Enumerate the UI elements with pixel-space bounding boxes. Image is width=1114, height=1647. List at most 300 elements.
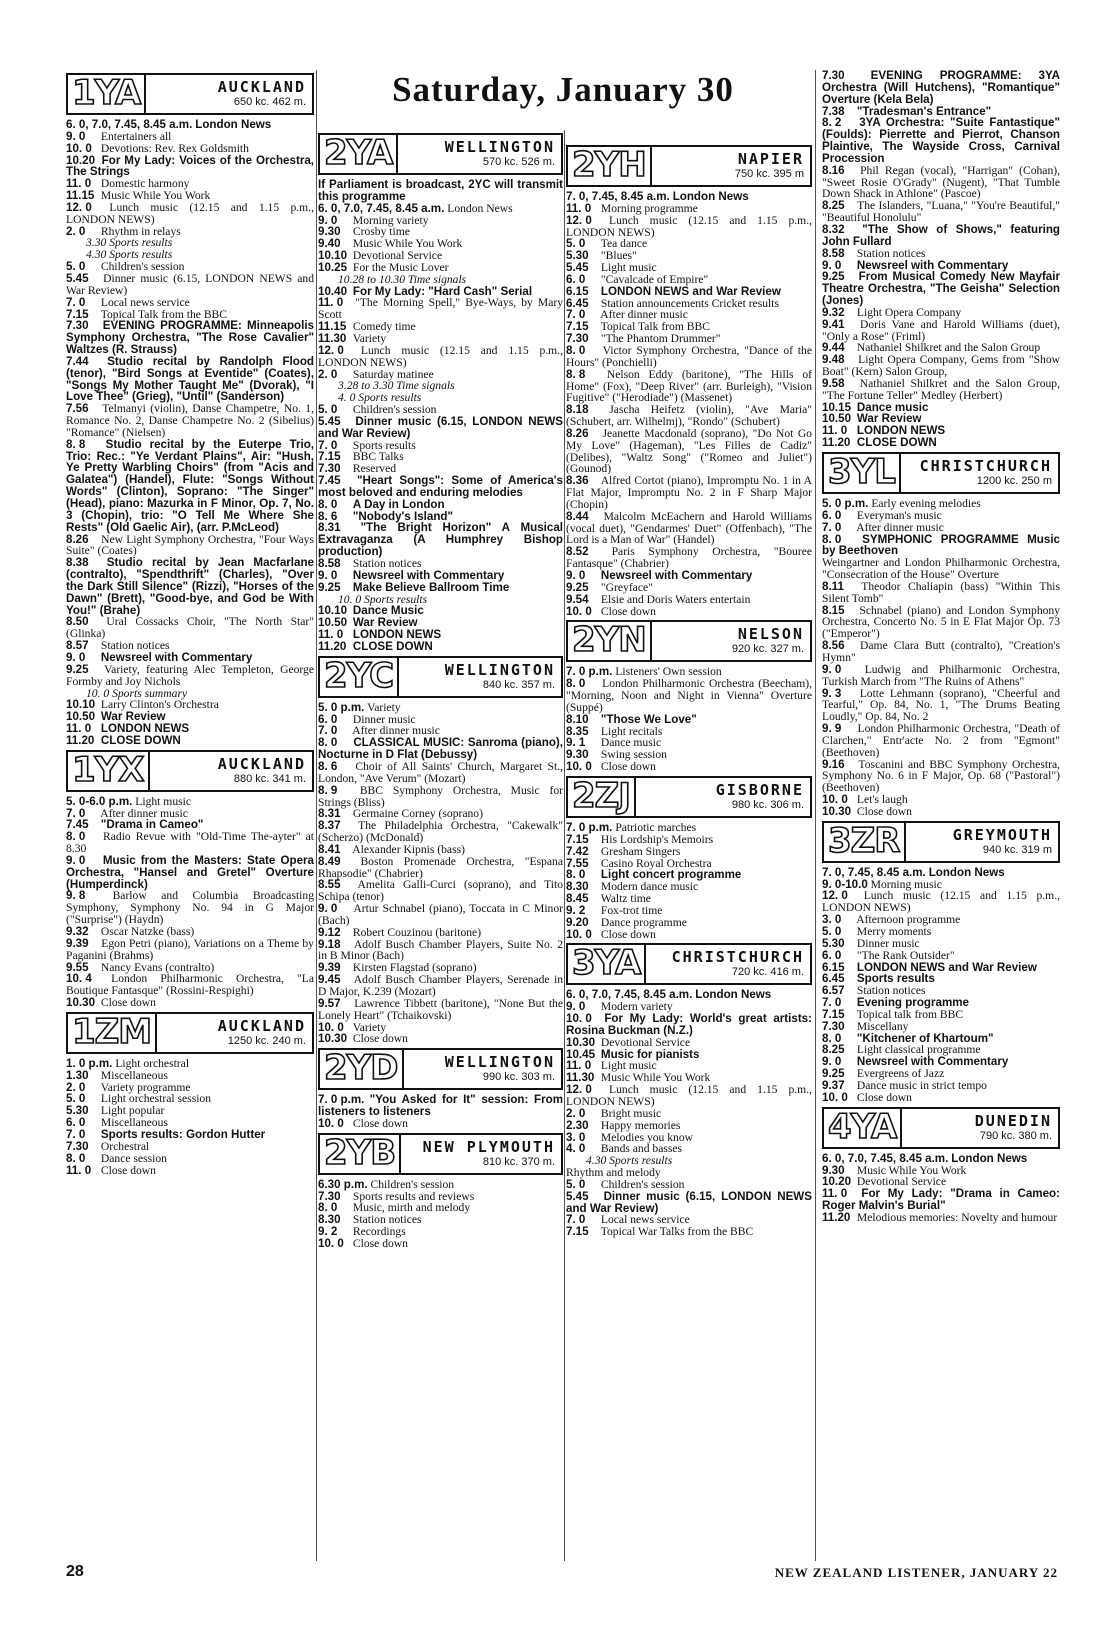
programme-text: Close down: [856, 1090, 912, 1104]
station-header: [566, 943, 812, 985]
programme-time: 7. 0, 7.45, 8.45 a.m.: [822, 865, 926, 879]
station-listing: [318, 1048, 563, 1130]
programme-time: 6. 0: [566, 272, 586, 286]
programme-text: "Heart Songs": Some of America's most beloved and enduring melodies: [318, 474, 563, 499]
station-info: [399, 658, 561, 696]
station-frequency: 880 kc. 341 m.: [233, 772, 306, 785]
station-listing: [822, 1107, 1060, 1224]
programme-time: 8.38: [66, 556, 89, 570]
programme-time: 5. 0-6.0 p.m.: [66, 794, 133, 808]
programme-text: Newsreel with Commentary: [856, 1055, 1009, 1069]
programme-time: 5.45: [66, 271, 89, 285]
programme-time: 6.57: [822, 984, 845, 998]
programme-time: 9.37: [822, 1078, 845, 1092]
station-header: [566, 776, 812, 818]
programme-time: 8. 0: [566, 343, 586, 357]
programme-time: 5. 0: [566, 237, 586, 251]
programme-text: Miscellaneous: [100, 1068, 168, 1082]
programme-text: Dinner music (6.15, LONDON NEWS and War Review): [66, 271, 314, 297]
programme-text: LONDON NEWS: [352, 628, 442, 642]
programme-item: [822, 271, 1060, 307]
programme-text: LONDON NEWS and War Review: [856, 960, 1037, 974]
programme-time: 9. 0: [318, 902, 338, 916]
programme-text: The Islanders, "Luana," "You're Beautiful," "Beautiful Honolulu": [822, 199, 1060, 225]
programme-time: 10.25: [318, 260, 348, 274]
programme-text: Variety: [352, 331, 387, 345]
programme-text: Nelson Eddy (baritone), "The Hills of Home" (Fox), "Deep River" (arr. Burleigh), "Vision Fugitive" ("Herodiade") (Massenet): [566, 367, 812, 405]
programme-item: [318, 1238, 563, 1250]
programme-item: [822, 224, 1060, 248]
column-4: [822, 70, 1060, 1227]
station-city: AUCKLAND: [217, 78, 306, 96]
programme-item: [822, 581, 1060, 605]
station-header: [66, 1012, 314, 1054]
programme-time: 8. 6: [318, 759, 338, 773]
programme-text: Afternoon programme: [856, 913, 961, 927]
programme-time: 8. 0: [318, 736, 338, 750]
programme-text: War Review: [856, 412, 922, 426]
programme-time: 6. 0, 7.0, 7.45, 8.45 a.m.: [822, 1151, 949, 1165]
programme-time: 8.30: [566, 880, 589, 894]
programme-text: Morning variety: [352, 213, 429, 227]
programme-text: Studio recital by Randolph Flood (tenor), "Bird Songs at Eventide" (Coates), "Songs My Mother Taught Me" (Dvorak), "I Love Thee" (Grieg), "Until" (Sanderson): [66, 354, 314, 404]
programme-text: Swing session: [600, 748, 667, 762]
programme-text: Robert Couzinou (baritone): [352, 925, 482, 939]
programme-text: Children's session: [352, 403, 437, 417]
programme-time: 9. 0: [822, 258, 842, 272]
programme-time: 7. 0: [66, 1127, 86, 1141]
station-frequency: 1200 kc. 250 m: [976, 475, 1052, 487]
programme-time: 7.42: [566, 844, 589, 858]
programme-item: [566, 1084, 812, 1108]
programme-time: 2. 0: [318, 367, 338, 381]
station-listing: [66, 750, 314, 1009]
programme-text: Music While You Work: [100, 189, 211, 203]
programme-text: Studio recital by Jean Macfarlane (contralto), "Spendthrift" (Charles), "Over the Dark Still Silence" (Rizzi), "Horses of the Dawn" (Brett), "Good-bye, and God be With You!" (Brahe): [66, 556, 314, 617]
station-listing: [66, 73, 314, 747]
programme-item: [318, 998, 563, 1022]
programme-text: Light classical programme: [856, 1043, 981, 1057]
programme-text: War Review: [352, 616, 418, 630]
programme-time: 9. 0: [318, 213, 338, 227]
programme-time: 8.36: [566, 474, 589, 488]
programme-text: For My Lady: World's great artists: Rosina Buckman (N.Z.): [566, 1012, 812, 1037]
programme-text: Crosby time: [352, 225, 410, 239]
programme-item: [566, 678, 812, 714]
programme-time: 10. 0: [318, 1236, 344, 1250]
page-title: Saturday, January 30: [392, 70, 734, 109]
programme-text: For My Lady: "Drama in Cameo: Roger Malvin's Burial": [822, 1187, 1061, 1213]
programme-time: 7. 0: [566, 308, 586, 322]
programme-text: Sports results: [856, 972, 935, 986]
programme-time: 8.37: [318, 819, 341, 833]
programme-item: [318, 1033, 563, 1045]
programme-item: [318, 1118, 563, 1130]
programme-text: Dame Clara Butt (contralto), "Creation's Hymn": [822, 639, 1060, 664]
column-2: [318, 130, 563, 1253]
programme-time: 2. 0: [66, 1080, 86, 1094]
station-city: GISBORNE: [715, 780, 804, 799]
programme-item: [66, 320, 314, 356]
programme-text: Alexander Kipnis (bass): [352, 842, 465, 856]
programme-time: 8. 6: [318, 509, 338, 523]
programme-time: 7.56: [66, 402, 89, 416]
station-header: [318, 656, 563, 698]
programme-text: Entertainers all: [100, 129, 172, 143]
programme-text: New Light Symphony Orchestra, "Four Ways Suite" (Coates): [66, 532, 314, 558]
programme-time: 11. 0: [822, 424, 848, 438]
programme-text: Patriotic marches: [615, 820, 697, 834]
programme-text: Elsie and Doris Waters entertain: [600, 592, 751, 606]
programme-text: Station notices: [856, 984, 926, 998]
station-call-sign: 1YA: [68, 75, 146, 113]
programme-text: Orchestral: [100, 1139, 150, 1153]
programme-item: [566, 345, 812, 369]
programme-text: Early evening melodies: [871, 497, 981, 510]
programme-time: 9.54: [566, 592, 589, 606]
programme-text: Saturday matinee: [352, 367, 434, 381]
station-frequency: 990 kc. 303 m.: [482, 1071, 555, 1084]
programme-item: [566, 215, 812, 239]
programme-text: 4.30 Sports results: [86, 248, 173, 262]
programme-time: 10. 0: [822, 793, 848, 807]
programme-time: 10.20: [66, 153, 96, 167]
programme-text: Let's laugh: [856, 793, 908, 807]
programme-text: Phil Regan (vocal), "Harrigan" (Cohan), "Sweet Rosie O'Grady" (Nugent), "That Tumble Down Shack in Athlone" (Pascoe): [822, 163, 1061, 201]
station-header: [318, 133, 563, 175]
programme-time: 7.15: [566, 320, 589, 334]
programme-text: "The Bright Horizon" A Musical Extravaganza (A Humphrey Bishop production): [318, 521, 563, 559]
programme-text: Music from the Masters: State Opera Orchestra, "Hansel and Gretel" Overture (Humperdinck): [66, 853, 314, 891]
programme-text: Topical Talk from the BBC: [100, 307, 228, 321]
programme-text: Dinner music: [352, 712, 416, 726]
programme-item: [66, 973, 314, 997]
programme-time: 9. 0: [566, 569, 586, 582]
programme-text: London News: [447, 201, 513, 215]
station-city: WELLINGTON: [444, 1053, 555, 1072]
station-listing: [566, 776, 812, 940]
programme-text: Local news service: [600, 1213, 690, 1227]
programme-item: [318, 856, 563, 880]
programme-text: BBC Talks: [352, 450, 404, 464]
programme-text: From Musical Comedy New Mayfair Theatre Orchestra, "The Geisha" Selection (Jones): [822, 270, 1060, 308]
programme-time: 8.52: [566, 545, 589, 559]
programme-time: 10.30: [566, 1035, 596, 1049]
programme-text: London News: [951, 1151, 1028, 1165]
programme-item: [66, 273, 314, 297]
programme-time: 11. 0: [318, 628, 344, 642]
programme-text: Waltz time: [600, 892, 651, 906]
programme-text: Reserved: [352, 462, 397, 476]
station-info: [652, 147, 810, 185]
programme-time: 8.57: [66, 639, 89, 653]
programme-text: London News: [195, 118, 272, 131]
programme-text: "The Rank Outsider": [856, 948, 955, 962]
programme-time: 5.30: [66, 1104, 89, 1118]
programme-time: 11.30: [318, 331, 347, 345]
station-info: [401, 1135, 561, 1173]
programme-time: 6.30 p.m.: [318, 1177, 368, 1191]
station-frequency: 750 kc. 395 m: [734, 168, 804, 180]
programme-time: 7.30: [66, 319, 89, 333]
programme-item: [318, 416, 563, 440]
programme-time: 6. 0, 7.0, 7.45, 8.45 a.m.: [318, 201, 445, 215]
programme-time: 9. 1: [566, 736, 586, 750]
programme-time: 6. 0, 7.0, 7.45, 8.45 a.m.: [66, 118, 193, 131]
programme-text: Local news service: [100, 295, 190, 309]
station-header: [318, 1048, 563, 1090]
programme-time: 11.20: [318, 639, 347, 653]
programme-item: [318, 974, 563, 998]
programme-time: 7. 0, 7.45, 8.45 a.m.: [566, 190, 670, 203]
programme-time: 9.12: [318, 925, 341, 939]
programme-item: [318, 879, 563, 903]
column-3: [566, 142, 812, 1241]
programme-time: 9.30: [318, 225, 341, 239]
programme-text: London News: [695, 988, 772, 1002]
station-call-sign: 1ZM: [68, 1014, 157, 1052]
programme-time: 9. 0: [566, 1000, 586, 1014]
programme-text: Lunch music (12.15 and 1.15 p.m., LONDON NEWS): [566, 1083, 812, 1108]
programme-item: [318, 179, 563, 203]
programme-text: Ludwig and Philharmonic Orchestra, Turkish March from "The Ruins of Athens": [822, 662, 1060, 688]
station-info: [398, 135, 561, 173]
programme-time: 9.57: [318, 996, 341, 1010]
programme-text: Boston Promenade Orchestra, "Espana Rhapsodie" (Chabrier): [318, 854, 563, 880]
programme-item: [566, 1226, 812, 1238]
programme-time: 8.15: [822, 603, 845, 617]
programme-time: 12. 0: [566, 213, 592, 227]
programme-time: 9.39: [318, 961, 341, 975]
programme-text: LONDON NEWS: [100, 722, 190, 736]
programme-text: Close down: [352, 1032, 408, 1046]
programme-item: [66, 664, 314, 688]
programme-time: 8.18: [566, 403, 589, 417]
programme-text: CLOSE DOWN: [352, 639, 433, 653]
programme-text: "Those We Love": [600, 712, 697, 726]
programme-item: [822, 605, 1060, 641]
programme-time: 11. 0: [66, 722, 92, 736]
programme-text: 3YA Orchestra: "Suite Fantastique" (Foulds): Pierrette and Pierrot, Chanson Plaintive, The Wayside Cross, Carnival Procession: [822, 116, 1060, 165]
programme-time: 11.15: [318, 320, 347, 334]
programme-time: 7.30: [66, 1139, 89, 1153]
programme-time: 7. 0: [318, 438, 338, 452]
programme-time: 7. 0: [318, 724, 338, 738]
programme-time: 10.45: [566, 1047, 596, 1061]
programme-text: Music While You Work: [856, 1163, 967, 1177]
programme-item: [66, 890, 314, 926]
station-info: [146, 75, 312, 113]
programme-text: Station announcements Cricket results: [600, 296, 779, 310]
programme-text: Devotional Service: [352, 249, 443, 263]
programme-text: Topical War Talks from the BBC: [600, 1225, 754, 1239]
programme-time: 5.45: [318, 414, 341, 428]
station-info: [906, 823, 1059, 861]
programme-time: 8.56: [822, 639, 845, 653]
programme-time: 10.30: [822, 804, 852, 818]
programme-time: 8.45: [566, 892, 589, 906]
station-listing: [318, 656, 563, 1045]
programme-text: 10. 0 Sports results: [338, 592, 428, 606]
programme-text: Children's session: [370, 1177, 455, 1191]
programme-time: 3. 0: [822, 913, 842, 927]
station-frequency: 570 kc. 526 m.: [482, 156, 555, 168]
programme-text: CLOSE DOWN: [856, 436, 937, 450]
station-header: [566, 620, 812, 662]
programme-text: "Blues": [600, 249, 637, 263]
programme-text: London Philharmonic Orchestra, "Death of Clarchen," Entr'acte No. 2 from "Egmont" (Beethoven): [822, 722, 1060, 759]
programme-text: "Drama in Cameo": [100, 818, 204, 832]
programme-time: 7. 0 p.m.: [318, 1093, 365, 1107]
page-footer: NEW ZEALAND LISTENER, JANUARY 22: [774, 1565, 1058, 1580]
programme-text: Tea dance: [600, 237, 648, 251]
programme-item: [66, 202, 314, 226]
programme-text: Ural Cossacks Choir, "The North Star" (Glinka): [66, 615, 314, 641]
programme-time: 6.45: [822, 972, 845, 986]
station-header: [822, 452, 1060, 494]
programme-time: 2. 0: [66, 224, 86, 238]
programme-time: 6. 0: [822, 948, 842, 962]
station-city: WELLINGTON: [444, 660, 555, 679]
programme-item: [66, 735, 314, 747]
station-call-sign: 3YA: [568, 945, 646, 983]
programme-text: 3.30 Sports results: [86, 236, 173, 250]
programme-item: [822, 319, 1060, 343]
programme-text: Studio recital by the Euterpe Trio, Trio: Rec.: "Ye Verdant Plains", Air: "Hush, Ye Pretty Warbling Choirs" (from "Acis and Galatea") (Handel), Flute: "Songs Without Words" (Clinton), Soprano: "The Singer" (Head), piano: Mazurka in F Minor, Op. 7, No. 3 (Chopin), trio: "O Tell Me Where She Rests" (Old Gaelic Air), (arr. P.McLeod): [66, 437, 315, 534]
station-city: AUCKLAND: [217, 1016, 306, 1035]
programme-text: Doris Vane and Harold Williams (duet), "Only a Rose" (Friml): [822, 317, 1060, 343]
programme-text: Larry Clinton's Orchestra: [100, 698, 219, 712]
programme-time: 6. 0: [66, 1116, 86, 1130]
programme-time: 11. 0: [822, 1187, 848, 1201]
programme-item: [822, 378, 1060, 402]
programme-time: 7. 0: [66, 806, 86, 820]
programme-time: 7. 0: [66, 295, 86, 309]
programme-time: 12. 0: [822, 889, 848, 903]
programme-time: 6.15: [822, 960, 845, 974]
programme-text: Light recitals: [600, 724, 663, 738]
station-call-sign: 2YB: [320, 1135, 401, 1173]
programme-text: 3.28 to 3.30 Time signals: [338, 379, 455, 393]
programme-item: [822, 723, 1060, 759]
programme-text: BBC Symphony Orchestra, Music for Strings (Bliss): [318, 783, 563, 809]
programme-time: 5. 0 p.m.: [318, 700, 365, 714]
station-call-sign: 2YH: [568, 147, 652, 185]
programme-time: 7.45: [318, 474, 341, 488]
programme-time: 7. 0: [822, 996, 842, 1010]
station-frequency: 980 kc. 306 m.: [731, 798, 804, 811]
programme-time: 9.32: [66, 925, 89, 938]
programme-text: SYMPHONIC PROGRAMME Music by Beethoven: [822, 532, 1060, 558]
programme-text: Miscellaneous: [100, 1116, 168, 1130]
programme-item: [66, 534, 314, 558]
programme-text: Evergreens of Jazz: [856, 1067, 945, 1081]
programme-item: [318, 522, 563, 558]
programme-text: Lunch music (12.15 and 1.15 p.m., LONDON NEWS): [66, 200, 314, 226]
programme-time: 7.15: [318, 450, 341, 464]
programme-item: [822, 200, 1060, 224]
station-header: [66, 73, 314, 115]
programme-time: 8.26: [66, 532, 89, 546]
programme-time: 9.41: [822, 317, 845, 331]
programme-item: [66, 855, 314, 891]
programme-time: 9. 2: [566, 903, 586, 917]
station-listing: [822, 70, 1060, 449]
programme-text: After dinner music: [352, 724, 440, 738]
programme-text: Topical Talk from BBC: [600, 320, 710, 334]
programme-text: "The Show of Shows," featuring John Fullard: [822, 222, 1060, 248]
programme-time: 8.50: [66, 615, 89, 629]
programme-time: 7.15: [66, 307, 89, 321]
programme-text: Dance Music: [352, 604, 424, 618]
programme-time: 8.49: [318, 854, 341, 868]
programme-text: "The Phantom Drummer": [600, 332, 721, 346]
programme-item: [822, 1212, 1060, 1224]
programme-text: After dinner music: [856, 520, 944, 534]
station-listing: [822, 821, 1060, 1104]
programme-time: 9.48: [822, 353, 845, 367]
column-1: [66, 70, 314, 1179]
column-rule: [815, 70, 816, 1561]
programme-text: EVENING PROGRAMME: Minneapolis Symphony Orchestra, "The Rose Cavalier" Waltzes (R. Strauss): [66, 319, 314, 357]
programme-text: Oscar Natzke (bass): [100, 925, 195, 938]
programme-time: 8.31: [318, 521, 341, 535]
programme-text: Sports results and reviews: [352, 1189, 475, 1203]
programme-time: 6. 0: [318, 712, 338, 726]
column-rule: [564, 130, 565, 1561]
programme-time: 7.55: [566, 856, 589, 870]
programme-time: 6. 0, 7.0, 7.45, 8.45 a.m.: [566, 988, 693, 1002]
programme-time: 7.15: [822, 1007, 845, 1021]
programme-item: [66, 1165, 314, 1177]
programme-text: Devotional Service: [856, 1175, 947, 1189]
programme-time: 6.15: [566, 284, 589, 298]
programme-text: Make Believe Ballroom Time: [352, 580, 510, 594]
programme-item: [66, 616, 314, 640]
programme-text: Close down: [100, 996, 156, 1010]
programme-text: Lotte Lehmann (soprano), "Cheerful and Tearful," Op. 84, No. 1, "The Drums Beating Loudly," Op. 84, No. 2: [822, 686, 1061, 724]
programme-time: 10. 0: [566, 927, 592, 941]
programme-text: Close down: [100, 1163, 156, 1177]
programme-text: Station notices: [352, 1213, 422, 1227]
programme-text: Variety programme: [100, 1080, 191, 1094]
programme-text: London News: [928, 865, 1005, 879]
programme-text: Newsreel with Commentary: [856, 258, 1009, 272]
programme-time: 9. 3: [822, 686, 842, 700]
programme-time: 9.39: [66, 936, 89, 950]
station-info: [150, 752, 313, 790]
programme-text: Light orchestral session: [100, 1092, 212, 1106]
programme-text: Rhythm and melody: [566, 1166, 661, 1180]
programme-time: 12. 0: [566, 1083, 592, 1097]
programme-text: Egon Petri (piano), Variations on a Theme by Paganini (Brahms): [66, 936, 314, 962]
station-call-sign: 4YA: [824, 1109, 902, 1147]
station-listing: [822, 452, 1060, 818]
programme-time: 9. 0: [318, 568, 338, 582]
programme-time: 9.44: [822, 341, 845, 355]
station-city: AUCKLAND: [217, 754, 306, 773]
programme-time: 10.10: [318, 249, 348, 263]
station-header: [66, 750, 314, 792]
programme-text: Close down: [856, 804, 912, 818]
programme-text: Dance music: [600, 736, 662, 750]
programme-time: 9. 9: [822, 722, 842, 736]
programme-text: Newsreel with Commentary: [600, 569, 753, 582]
programme-time: 5. 0: [822, 925, 842, 938]
programme-item: [318, 297, 563, 321]
programme-text: Morning music: [870, 877, 942, 891]
programme-time: 10. 0: [566, 1012, 592, 1026]
